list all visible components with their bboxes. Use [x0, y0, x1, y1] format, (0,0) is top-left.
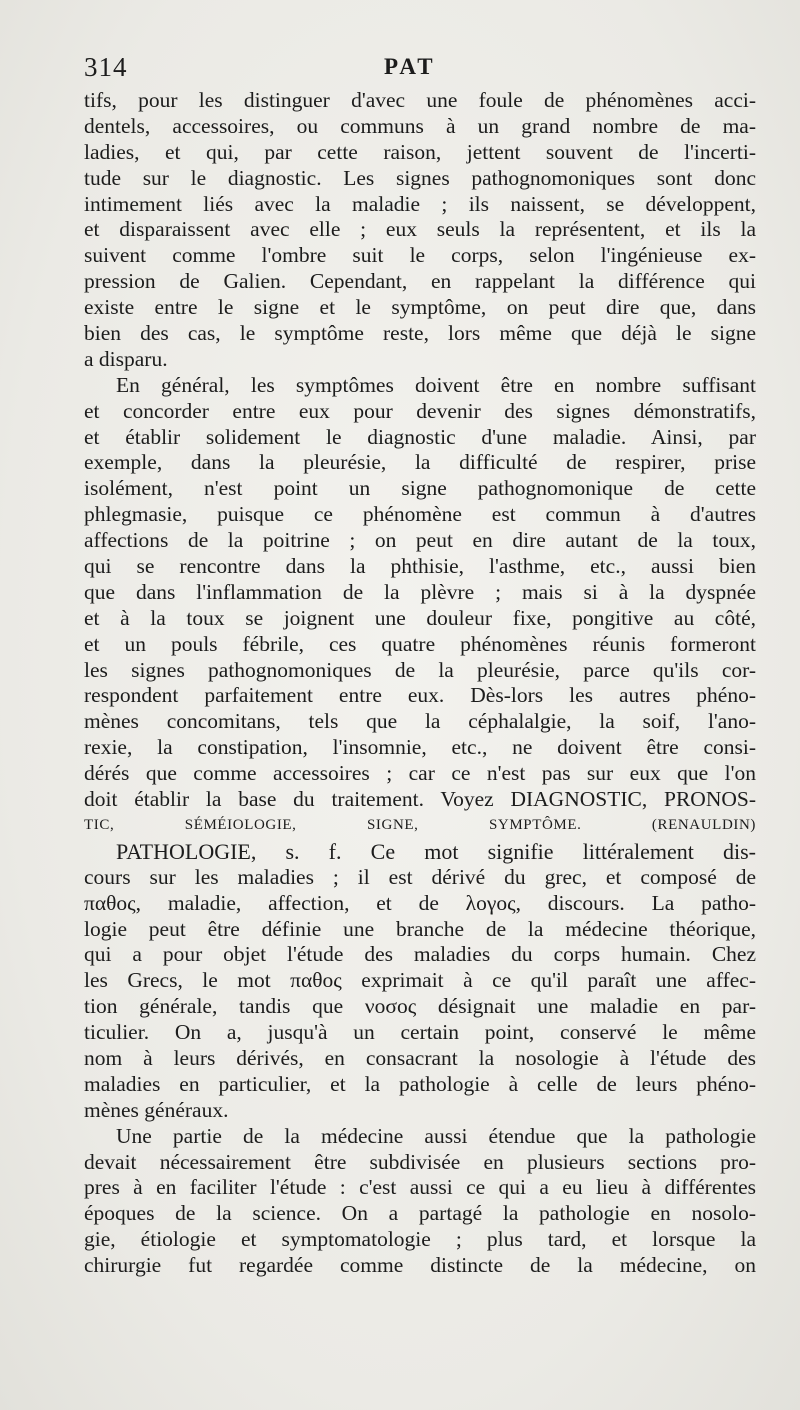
text-line: ticulier. On a, jusqu'à un certain point, conservé le même	[84, 1020, 756, 1045]
text-line: tifs, pour les distinguer d'avec une foule de phénomènes acci-	[84, 88, 756, 112]
page-header	[84, 52, 756, 86]
text-line: et à la toux se joignent une douleur fixe, pongitive au côté,	[84, 605, 756, 630]
text-line: bien des cas, le symptôme reste, lors même que déjà le signe	[84, 321, 756, 346]
text-line: παθος, maladie, affection, et de λογος, discours. La patho-	[84, 890, 756, 915]
text-line: dentels, accessoires, ou communs à un grand nombre de ma-	[84, 113, 756, 138]
text-line: devait nécessairement être subdivisée en plusieurs sections pro-	[84, 1149, 756, 1174]
text-line: que dans l'inflammation de la plèvre ; mais si à la dyspnée	[84, 579, 756, 604]
text-line: intimement liés avec la maladie ; ils naissent, se développent,	[84, 191, 756, 216]
text-line: mènes concomitans, tels que la céphalalgie, la soif, l'ano-	[84, 709, 756, 734]
text-line: les signes pathognomoniques de la pleurésie, parce qu'ils cor-	[84, 657, 756, 682]
text-line: et disparaissent avec elle ; eux seuls la représentent, et ils la	[84, 217, 756, 242]
text-line: pression de Galien. Cependant, en rappelant la différence qui	[84, 269, 756, 294]
text-line: existe entre le signe et le symptôme, on peut dire que, dans	[84, 295, 756, 320]
text-line: et concorder entre eux pour devenir des signes démonstratifs,	[84, 398, 756, 423]
text-line: cours sur les maladies ; il est dérivé du grec, et composé de	[84, 864, 756, 889]
text-line: gie, étiologie et symptomatologie ; plus tard, et lorsque la	[84, 1227, 756, 1252]
text-line: qui a pour objet l'étude des maladies du corps humain. Chez	[84, 942, 756, 967]
text-line: qui se rencontre dans la phthisie, l'asthme, etc., aussi bien	[84, 554, 756, 579]
text-line: En général, les symptômes doivent être en nombre suffisant	[116, 372, 756, 397]
text-line: tude sur le diagnostic. Les signes pathognomoniques sont donc	[84, 165, 756, 190]
text-line: TIC, SÉMÉIOLOGIE, SIGNE, SYMPTÔME. (RENAULDIN)	[84, 816, 756, 833]
text-line: respondent parfaitement entre eux. Dès-lors les autres phéno-	[84, 683, 756, 708]
text-line: tion générale, tandis que νοσος désignait une maladie en par-	[84, 994, 756, 1019]
text-line: nom à leurs dérivés, en consacrant la nosologie à l'étude des	[84, 1045, 756, 1070]
text-line: ladies, et qui, par cette raison, jettent souvent de l'incerti-	[84, 139, 756, 164]
text-line: affections de la poitrine ; on peut en dire autant de la toux,	[84, 528, 756, 553]
running-head: PAT	[384, 54, 436, 79]
text-line: et un pouls fébrile, ces quatre phénomènes réunis formeront	[84, 631, 756, 656]
text-line: époques de la science. On a partagé la pathologie en nosolo-	[84, 1201, 756, 1226]
text-line: maladies en particulier, et la pathologie à celle de leurs phéno-	[84, 1071, 756, 1096]
text-line: exemple, dans la pleurésie, la difficulté de respirer, prise	[84, 450, 756, 475]
text-line: phlegmasie, puisque ce phénomène est commun à d'autres	[84, 502, 756, 527]
text-line: pres à en faciliter l'étude : c'est aussi ce qui a eu lieu à différentes	[84, 1175, 756, 1200]
text-line: et établir solidement le diagnostic d'une maladie. Ainsi, par	[84, 424, 756, 449]
text-line: suivent comme l'ombre suit le corps, selon l'ingénieuse ex-	[84, 243, 756, 268]
text-line: mènes généraux.	[84, 1097, 229, 1122]
text-line: rexie, la constipation, l'insomnie, etc., ne doivent être consi-	[84, 735, 756, 760]
text-line: Une partie de la médecine aussi étendue que la pathologie	[116, 1123, 756, 1148]
text-line: PATHOLOGIE, s. f. Ce mot signifie littéralement dis-	[116, 838, 756, 864]
text-line: doit établir la base du traitement. Voyez DIAGNOSTIC, PRONOS-	[84, 787, 756, 812]
text-line: isolément, n'est point un signe pathognomonique de cette	[84, 476, 756, 501]
page-number: 314	[84, 52, 128, 82]
text-line: a disparu.	[84, 346, 168, 371]
text-line: les Grecs, le mot παθος exprimait à ce qu'il paraît une affec-	[84, 968, 756, 993]
text-line: chirurgie fut regardée comme distincte de la médecine, on	[84, 1253, 756, 1278]
text-line: logie peut être définie une branche de la médecine théorique,	[84, 916, 756, 941]
text-line: dérés que comme accessoires ; car ce n'est pas sur eux que l'on	[84, 761, 756, 786]
body-text	[84, 88, 756, 1279]
